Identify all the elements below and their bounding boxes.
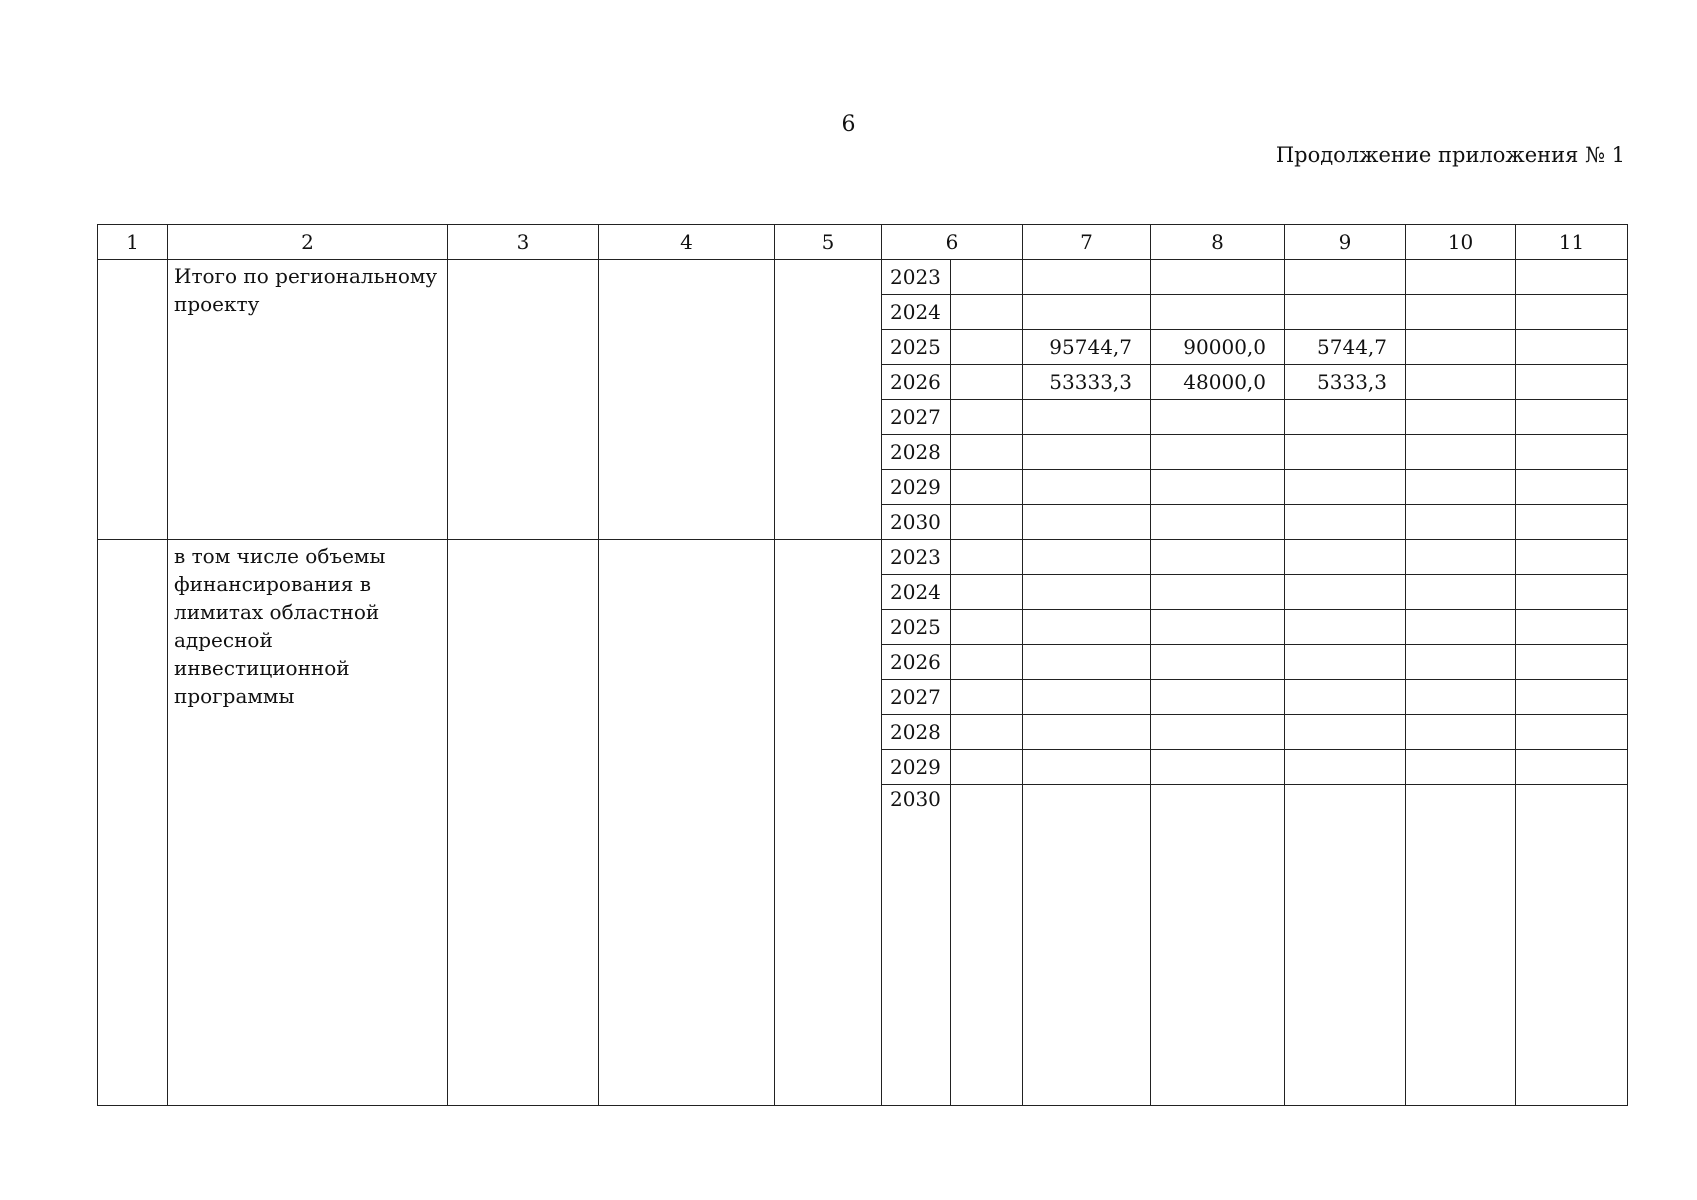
cell-col-6b (951, 645, 1023, 680)
cell-col-11 (1516, 715, 1628, 750)
appendix-continuation-note: Продолжение приложения № 1 (1275, 143, 1625, 167)
year-cell: 2029 (882, 750, 951, 785)
amount-col-8-cell (1151, 400, 1285, 435)
column-header: 9 (1285, 225, 1406, 260)
year-cell: 2029 (882, 470, 951, 505)
cell-col-10 (1406, 365, 1516, 400)
cell-col-6b (951, 750, 1023, 785)
cell-col-10 (1406, 610, 1516, 645)
cell-col-6b (951, 330, 1023, 365)
year-cell: 2025 (882, 330, 951, 365)
cell-col-10 (1406, 575, 1516, 610)
cell-col-3 (448, 540, 599, 1106)
column-header: 5 (775, 225, 882, 260)
column-header: 4 (599, 225, 775, 260)
column-header: 2 (168, 225, 448, 260)
cell-col-11 (1516, 400, 1628, 435)
column-header: 7 (1023, 225, 1151, 260)
cell-col-10 (1406, 750, 1516, 785)
amount-col-9-cell (1285, 680, 1406, 715)
cell-col-3 (448, 260, 599, 540)
cell-col-11 (1516, 575, 1628, 610)
year-cell: 2024 (882, 575, 951, 610)
cell-col-10 (1406, 715, 1516, 750)
cell-col-4 (599, 540, 775, 1106)
amount-col-8-cell: 90000,0 (1151, 330, 1285, 365)
cell-col-6b (951, 680, 1023, 715)
cell-col-6b (951, 610, 1023, 645)
column-header: 1 (98, 225, 168, 260)
cell-col-6b (951, 400, 1023, 435)
amount-total-cell (1023, 470, 1151, 505)
year-cell: 2028 (882, 435, 951, 470)
cell-col-11 (1516, 610, 1628, 645)
column-header: 8 (1151, 225, 1285, 260)
amount-col-9-cell (1285, 295, 1406, 330)
amount-col-8-cell (1151, 785, 1285, 1106)
amount-col-8-cell (1151, 295, 1285, 330)
amount-col-9-cell: 5333,3 (1285, 365, 1406, 400)
amount-total-cell (1023, 505, 1151, 540)
budget-table (97, 224, 1628, 1106)
cell-col-10 (1406, 540, 1516, 575)
cell-col-10 (1406, 505, 1516, 540)
cell-col-11 (1516, 540, 1628, 575)
amount-total-cell (1023, 645, 1151, 680)
amount-total-cell (1023, 715, 1151, 750)
cell-col-10 (1406, 680, 1516, 715)
amount-col-8-cell (1151, 645, 1285, 680)
column-number-row (98, 225, 1628, 260)
amount-col-9-cell (1285, 785, 1406, 1106)
amount-col-9-cell (1285, 610, 1406, 645)
cell-col-6b (951, 365, 1023, 400)
cell-col-6b (951, 575, 1023, 610)
amount-total-cell (1023, 435, 1151, 470)
amount-total-cell (1023, 785, 1151, 1106)
cell-col-5 (775, 260, 882, 540)
amount-col-8-cell (1151, 470, 1285, 505)
cell-col-6b (951, 715, 1023, 750)
cell-col-11 (1516, 470, 1628, 505)
amount-col-8-cell (1151, 680, 1285, 715)
cell-col-11 (1516, 680, 1628, 715)
amount-total-cell (1023, 295, 1151, 330)
year-cell: 2026 (882, 645, 951, 680)
amount-col-9-cell (1285, 750, 1406, 785)
cell-col-10 (1406, 260, 1516, 295)
cell-col-6b (951, 435, 1023, 470)
amount-col-9-cell: 5744,7 (1285, 330, 1406, 365)
cell-col-11 (1516, 260, 1628, 295)
amount-col-8-cell (1151, 750, 1285, 785)
cell-col-1 (98, 260, 168, 540)
year-cell: 2023 (882, 540, 951, 575)
year-cell: 2027 (882, 400, 951, 435)
year-cell: 2027 (882, 680, 951, 715)
year-cell: 2024 (882, 295, 951, 330)
amount-col-9-cell (1285, 715, 1406, 750)
cell-col-11 (1516, 785, 1628, 1106)
cell-col-10 (1406, 330, 1516, 365)
amount-col-9-cell (1285, 645, 1406, 680)
amount-col-9-cell (1285, 400, 1406, 435)
amount-col-8-cell (1151, 435, 1285, 470)
table-row (98, 540, 1628, 575)
column-header: 6 (882, 225, 1023, 260)
amount-col-8-cell (1151, 505, 1285, 540)
amount-total-cell: 53333,3 (1023, 365, 1151, 400)
cell-col-6b (951, 785, 1023, 1106)
cell-col-6b (951, 295, 1023, 330)
amount-col-9-cell (1285, 505, 1406, 540)
amount-col-9-cell (1285, 435, 1406, 470)
amount-total-cell (1023, 575, 1151, 610)
amount-col-9-cell (1285, 575, 1406, 610)
cell-col-6b (951, 505, 1023, 540)
cell-col-10 (1406, 645, 1516, 680)
amount-col-9-cell (1285, 260, 1406, 295)
amount-total-cell (1023, 680, 1151, 715)
amount-col-8-cell (1151, 575, 1285, 610)
column-header: 3 (448, 225, 599, 260)
cell-col-10 (1406, 295, 1516, 330)
cell-col-10 (1406, 400, 1516, 435)
year-cell: 2023 (882, 260, 951, 295)
cell-col-6b (951, 540, 1023, 575)
amount-col-8-cell (1151, 610, 1285, 645)
amount-col-9-cell (1285, 470, 1406, 505)
cell-col-6b (951, 260, 1023, 295)
amount-total-cell (1023, 400, 1151, 435)
amount-col-8-cell (1151, 540, 1285, 575)
amount-col-8-cell (1151, 260, 1285, 295)
amount-col-9-cell (1285, 540, 1406, 575)
year-cell: 2026 (882, 365, 951, 400)
amount-total-cell (1023, 260, 1151, 295)
amount-col-8-cell (1151, 715, 1285, 750)
amount-total-cell (1023, 540, 1151, 575)
year-cell: 2025 (882, 610, 951, 645)
cell-col-11 (1516, 295, 1628, 330)
column-header: 11 (1516, 225, 1628, 260)
cell-col-11 (1516, 435, 1628, 470)
year-cell: 2028 (882, 715, 951, 750)
amount-total-cell: 95744,7 (1023, 330, 1151, 365)
cell-col-11 (1516, 330, 1628, 365)
cell-col-11 (1516, 365, 1628, 400)
table-row (98, 260, 1628, 295)
year-cell: 2030 (882, 785, 951, 1106)
cell-col-6b (951, 470, 1023, 505)
section-label: в том числе объемы финансирования в лимитах областной адресной инвестиционной программы (168, 540, 448, 1106)
cell-col-10 (1406, 785, 1516, 1106)
cell-col-10 (1406, 470, 1516, 505)
column-header: 10 (1406, 225, 1516, 260)
cell-col-11 (1516, 750, 1628, 785)
amount-col-8-cell: 48000,0 (1151, 365, 1285, 400)
cell-col-10 (1406, 435, 1516, 470)
cell-col-11 (1516, 505, 1628, 540)
page-number: 6 (841, 112, 856, 137)
amount-total-cell (1023, 750, 1151, 785)
cell-col-5 (775, 540, 882, 1106)
cell-col-1 (98, 540, 168, 1106)
amount-total-cell (1023, 610, 1151, 645)
cell-col-4 (599, 260, 775, 540)
section-label: Итого по региональному проекту (168, 260, 448, 540)
cell-col-11 (1516, 645, 1628, 680)
year-cell: 2030 (882, 505, 951, 540)
